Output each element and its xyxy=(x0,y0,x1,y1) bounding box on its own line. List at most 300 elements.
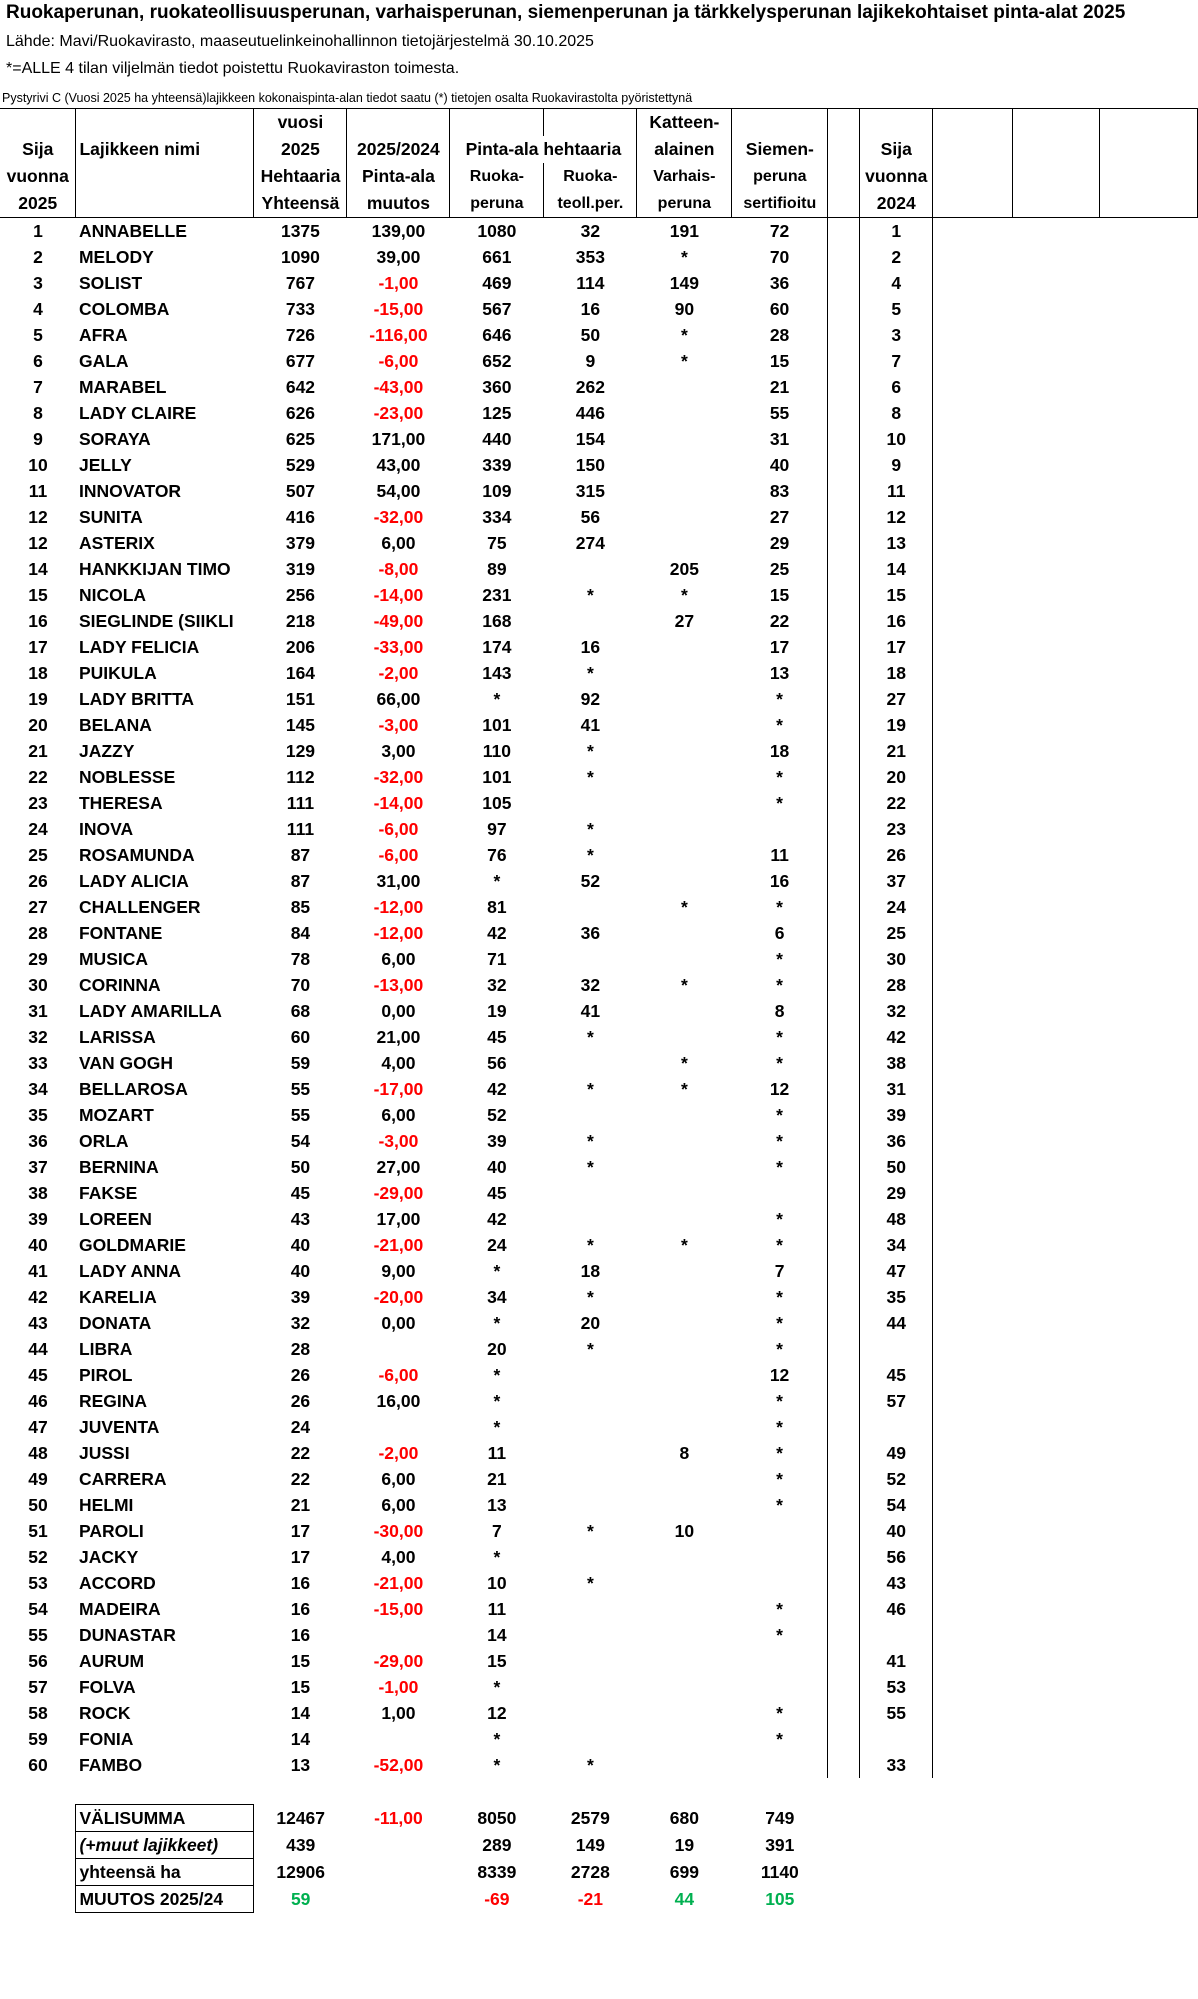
header-cell-sija: Sija xyxy=(22,139,54,159)
cell-seed: 12 xyxy=(732,1076,828,1102)
cell-extra1 xyxy=(933,1180,1013,1206)
cell-early: 191 xyxy=(669,221,699,241)
cell-early xyxy=(637,1492,732,1518)
cell-total: 256 xyxy=(285,585,316,605)
cell-total: 16 xyxy=(290,1573,311,1593)
cell-early xyxy=(637,504,732,530)
cell-extra xyxy=(1100,1258,1198,1284)
cell-extra xyxy=(1100,1284,1198,1310)
header-cell-sija2024: vuonna xyxy=(860,163,933,190)
cell-extra2 xyxy=(1013,270,1100,296)
cell-name: FOLVA xyxy=(78,1677,136,1697)
cell-extra xyxy=(1100,972,1198,998)
cell-sija2024: 56 xyxy=(860,1544,933,1570)
summary-cell-change xyxy=(347,1885,450,1912)
cell-food: 110 xyxy=(482,741,511,761)
cell-gap xyxy=(828,1388,860,1414)
cell-sija: 55 xyxy=(28,1625,48,1645)
cell-total: 26 xyxy=(290,1365,311,1385)
cell-seed: 18 xyxy=(732,738,828,764)
cell-food: 32 xyxy=(487,975,507,995)
cell-extra1 xyxy=(933,894,1013,920)
cell-food: 231 xyxy=(482,585,512,605)
cell-gap xyxy=(828,1648,860,1674)
cell-sija2024: 52 xyxy=(860,1466,933,1492)
table-row xyxy=(0,1310,1198,1336)
summary-cell-early: 19 xyxy=(674,1834,695,1855)
summary-cell-seed: 749 xyxy=(765,1807,795,1828)
cell-sija2024: 57 xyxy=(860,1388,933,1414)
cell-extra2 xyxy=(1013,218,1100,245)
cell-sija2024: 54 xyxy=(860,1492,933,1518)
cell-food: 334 xyxy=(482,507,512,527)
cell-extra2 xyxy=(1013,608,1100,634)
cell-sija: 22 xyxy=(28,767,48,787)
cell-food: * xyxy=(493,1547,501,1567)
cell-seed: 15 xyxy=(732,348,828,374)
cell-gap xyxy=(828,1492,860,1518)
cell-change: 0,00 xyxy=(381,1313,416,1333)
cell-total: 70 xyxy=(290,975,311,995)
cell-change: -6,00 xyxy=(378,1365,419,1385)
header-cell-industry: teoll.per. xyxy=(544,190,637,218)
spacer-cell xyxy=(828,1778,860,1804)
cell-gap xyxy=(828,244,860,270)
cell-extra xyxy=(1100,1232,1198,1258)
cell-sija: 5 xyxy=(33,325,43,345)
spacer-cell xyxy=(1100,1778,1198,1804)
cell-sija: 8 xyxy=(33,403,43,423)
cell-gap xyxy=(828,374,860,400)
spacer-cell xyxy=(254,1778,347,1804)
cell-extra2 xyxy=(1013,1154,1100,1180)
cell-extra xyxy=(1100,426,1198,452)
cell-food: 39 xyxy=(487,1131,507,1151)
cell-sija2024: 5 xyxy=(860,296,933,322)
summary-cell-seed: 391 xyxy=(765,1834,795,1855)
cell-total: 40 xyxy=(290,1261,311,1281)
cell-food: 10 xyxy=(487,1573,507,1593)
cell-name: ORLA xyxy=(78,1131,129,1151)
cell-industry xyxy=(544,1648,637,1674)
cell-seed xyxy=(732,1752,828,1778)
cell-extra1 xyxy=(933,1128,1013,1154)
cell-extra1 xyxy=(933,1050,1013,1076)
cell-gap xyxy=(828,842,860,868)
cell-early: 8 xyxy=(679,1443,690,1463)
cell-extra2 xyxy=(1013,1024,1100,1050)
cell-industry: * xyxy=(586,1521,594,1541)
cell-extra1 xyxy=(933,1310,1013,1336)
summary-cell-extra2 xyxy=(1013,1831,1100,1858)
table-row xyxy=(0,1258,1198,1284)
cell-name: PUIKULA xyxy=(78,663,157,683)
cell-extra xyxy=(1100,556,1198,582)
cell-sija: 54 xyxy=(28,1599,48,1619)
cell-sija2024: 24 xyxy=(860,894,933,920)
table-row xyxy=(0,1440,1198,1466)
cell-seed: 13 xyxy=(732,660,828,686)
cell-total: 14 xyxy=(290,1703,311,1723)
table-row xyxy=(0,1024,1198,1050)
cell-early xyxy=(637,1388,732,1414)
cell-gap xyxy=(828,660,860,686)
cell-extra2 xyxy=(1013,816,1100,842)
cell-extra2 xyxy=(1013,1570,1100,1596)
cell-sija: 2 xyxy=(33,247,43,267)
cell-industry: 32 xyxy=(580,221,601,241)
table-body xyxy=(0,109,1198,1913)
cell-industry: * xyxy=(586,1131,594,1151)
cell-sija2024: 55 xyxy=(860,1700,933,1726)
cell-sija: 26 xyxy=(28,871,48,891)
cell-total: 17 xyxy=(290,1547,311,1567)
summary-cell-food: 8339 xyxy=(477,1861,517,1882)
cell-food: 56 xyxy=(487,1053,507,1073)
cell-extra1 xyxy=(933,1518,1013,1544)
cell-seed xyxy=(732,1518,828,1544)
cell-extra xyxy=(1100,868,1198,894)
cell-sija: 16 xyxy=(28,611,48,631)
cell-extra2 xyxy=(1013,1622,1100,1648)
cell-gap xyxy=(828,400,860,426)
cell-total: 85 xyxy=(290,897,311,917)
cell-early xyxy=(637,1362,732,1388)
cell-total: 17 xyxy=(290,1521,311,1541)
spacer-cell xyxy=(544,1778,637,1804)
cell-name: ACCORD xyxy=(78,1573,156,1593)
cell-early xyxy=(637,1466,732,1492)
cell-food: 143 xyxy=(482,663,512,683)
cell-extra1 xyxy=(933,1726,1013,1752)
cell-extra xyxy=(1100,374,1198,400)
header-cell-food: peruna xyxy=(450,190,544,218)
cell-change: 39,00 xyxy=(376,247,421,267)
cell-early xyxy=(637,1726,732,1752)
cell-name: VAN GOGH xyxy=(78,1053,173,1073)
cell-change: 3,00 xyxy=(381,741,416,761)
cell-industry: 150 xyxy=(575,455,605,475)
cell-total: 55 xyxy=(290,1105,311,1125)
cell-name: HELMI xyxy=(78,1495,134,1515)
table-row xyxy=(0,1700,1198,1726)
cell-change: -32,00 xyxy=(373,507,424,527)
cell-name: ROCK xyxy=(78,1703,131,1723)
table-row xyxy=(0,1050,1198,1076)
cell-gap xyxy=(828,1518,860,1544)
cell-extra2 xyxy=(1013,1544,1100,1570)
spacer-cell xyxy=(732,1778,828,1804)
cell-name: JELLY xyxy=(78,455,132,475)
cell-sija: 33 xyxy=(28,1053,48,1073)
cell-name: PAROLI xyxy=(78,1521,144,1541)
cell-sija2024 xyxy=(860,1336,933,1362)
cell-sija: 25 xyxy=(28,845,48,865)
cell-extra xyxy=(1100,998,1198,1024)
cell-early xyxy=(637,1674,732,1700)
spacer-row xyxy=(0,1778,1198,1804)
cell-gap xyxy=(828,504,860,530)
cell-industry xyxy=(544,1050,637,1076)
cell-name: LADY FELICIA xyxy=(78,637,200,657)
cell-seed: * xyxy=(732,894,828,920)
summary-cell-name: MUUTOS 2025/24 xyxy=(76,1885,254,1912)
cell-industry: * xyxy=(586,1287,594,1307)
cell-seed: * xyxy=(732,1622,828,1648)
table-row xyxy=(0,218,1198,245)
cell-early: * xyxy=(680,325,688,345)
cell-early xyxy=(637,1024,732,1050)
header-cell-seed: peruna xyxy=(732,163,828,190)
cell-sija: 42 xyxy=(28,1287,48,1307)
cell-extra1 xyxy=(933,322,1013,348)
cell-sija2024: 19 xyxy=(860,712,933,738)
cell-extra2 xyxy=(1013,1128,1100,1154)
cell-gap xyxy=(828,1622,860,1648)
cell-sija: 53 xyxy=(28,1573,48,1593)
cell-sija: 43 xyxy=(28,1313,48,1333)
cell-sija2024: 53 xyxy=(860,1674,933,1700)
cell-extra2 xyxy=(1013,296,1100,322)
cell-total: 1375 xyxy=(280,221,320,241)
table-row xyxy=(0,1492,1198,1518)
cell-change xyxy=(347,1726,450,1752)
cell-extra1 xyxy=(933,374,1013,400)
summary-cell-sija2024 xyxy=(860,1831,933,1858)
table-row xyxy=(0,374,1198,400)
header-cell-change: 2025/2024 xyxy=(347,136,450,163)
header-cell-food: Pinta-ala hehtaaria xyxy=(450,136,637,163)
cell-name: LADY AMARILLA xyxy=(78,1001,222,1021)
cell-seed xyxy=(732,1570,828,1596)
table-row xyxy=(0,426,1198,452)
cell-sija: 40 xyxy=(28,1235,48,1255)
cell-extra1 xyxy=(933,634,1013,660)
cell-total: 319 xyxy=(285,559,316,579)
cell-gap xyxy=(828,1570,860,1596)
cell-gap xyxy=(828,348,860,374)
cell-sija2024: 15 xyxy=(860,582,933,608)
header-cell-extra2 xyxy=(1013,190,1100,218)
cell-change: 4,00 xyxy=(381,1053,416,1073)
cell-change: 6,00 xyxy=(381,1105,416,1125)
cell-food: 339 xyxy=(482,455,512,475)
cell-industry xyxy=(544,1388,637,1414)
cell-total: 642 xyxy=(285,377,316,397)
cell-seed: 60 xyxy=(732,296,828,322)
table-row xyxy=(0,1128,1198,1154)
cell-food: 24 xyxy=(487,1235,507,1255)
cell-industry xyxy=(544,608,637,634)
cell-sija2024: 39 xyxy=(860,1102,933,1128)
cell-food: 101 xyxy=(482,715,512,735)
cell-name: LOREEN xyxy=(78,1209,152,1229)
cell-sija2024: 2 xyxy=(860,244,933,270)
cell-sija: 10 xyxy=(28,455,48,475)
table-row xyxy=(0,1648,1198,1674)
cell-change: -8,00 xyxy=(378,559,419,579)
cell-name: MARABEL xyxy=(78,377,167,397)
cell-change: 6,00 xyxy=(381,1495,416,1515)
cell-change: 9,00 xyxy=(381,1261,416,1281)
cell-sija2024: 25 xyxy=(860,920,933,946)
cell-name: INOVA xyxy=(78,819,134,839)
potato-variety-table xyxy=(0,108,1198,1913)
summary-row xyxy=(0,1804,1198,1831)
cell-gap xyxy=(828,1284,860,1310)
cell-extra1 xyxy=(933,842,1013,868)
cell-extra2 xyxy=(1013,1752,1100,1778)
cell-total: 379 xyxy=(285,533,316,553)
cell-extra1 xyxy=(933,218,1013,245)
cell-name: GALA xyxy=(78,351,129,371)
table-row xyxy=(0,998,1198,1024)
cell-extra xyxy=(1100,1362,1198,1388)
cell-extra2 xyxy=(1013,1310,1100,1336)
cell-change: -30,00 xyxy=(373,1521,424,1541)
cell-industry xyxy=(544,1674,637,1700)
cell-food: 105 xyxy=(482,793,512,813)
cell-extra xyxy=(1100,1414,1198,1440)
cell-food: 11 xyxy=(487,1599,507,1619)
summary-cell-total: 439 xyxy=(286,1834,316,1855)
cell-extra2 xyxy=(1013,504,1100,530)
table-row xyxy=(0,1466,1198,1492)
cell-change: 6,00 xyxy=(381,533,416,553)
cell-name: DONATA xyxy=(78,1313,152,1333)
cell-name: LADY ANNA xyxy=(78,1261,182,1281)
cell-extra1 xyxy=(933,1232,1013,1258)
header-cell-extra2 xyxy=(1013,163,1100,190)
header-cell-change: Pinta-ala xyxy=(347,163,450,190)
cell-extra xyxy=(1100,946,1198,972)
cell-total: 767 xyxy=(285,273,316,293)
cell-food: 125 xyxy=(482,403,512,423)
cell-extra1 xyxy=(933,868,1013,894)
table-row xyxy=(0,1336,1198,1362)
header-cell-sija2024: Sija xyxy=(860,136,933,163)
cell-early xyxy=(637,1544,732,1570)
cell-extra2 xyxy=(1013,1388,1100,1414)
cell-change: -3,00 xyxy=(378,1131,419,1151)
cell-seed: 55 xyxy=(732,400,828,426)
cell-total: 22 xyxy=(290,1443,311,1463)
cell-extra1 xyxy=(933,270,1013,296)
cell-sija: 41 xyxy=(28,1261,48,1281)
cell-extra2 xyxy=(1013,1050,1100,1076)
cell-extra2 xyxy=(1013,660,1100,686)
summary-cell-total: 59 xyxy=(290,1888,311,1909)
cell-sija2024: 22 xyxy=(860,790,933,816)
cell-change: -13,00 xyxy=(373,975,424,995)
summary-cell-food: 289 xyxy=(482,1834,512,1855)
cell-sija: 48 xyxy=(28,1443,48,1463)
cell-sija: 28 xyxy=(28,923,48,943)
cell-extra xyxy=(1100,1128,1198,1154)
cell-sija2024: 1 xyxy=(860,218,933,245)
cell-seed: * xyxy=(732,1440,828,1466)
table-row xyxy=(0,1674,1198,1700)
table-row xyxy=(0,270,1198,296)
cell-extra xyxy=(1100,244,1198,270)
cell-seed: 15 xyxy=(732,582,828,608)
cell-food: * xyxy=(493,1365,501,1385)
cell-seed: * xyxy=(732,1700,828,1726)
header-cell-extra2 xyxy=(1013,136,1100,163)
cell-extra xyxy=(1100,1674,1198,1700)
cell-total: 87 xyxy=(290,845,311,865)
header-cell-food: Ruoka- xyxy=(450,163,544,190)
cell-early xyxy=(637,1206,732,1232)
cell-extra1 xyxy=(933,1440,1013,1466)
cell-change: 4,00 xyxy=(381,1547,416,1567)
cell-sija: 1 xyxy=(33,221,43,241)
cell-sija2024: 16 xyxy=(860,608,933,634)
table-row xyxy=(0,1596,1198,1622)
table-row xyxy=(0,1206,1198,1232)
table-row xyxy=(0,452,1198,478)
cell-extra2 xyxy=(1013,764,1100,790)
cell-industry xyxy=(544,1206,637,1232)
cell-sija2024: 32 xyxy=(860,998,933,1024)
header-cell-extra xyxy=(1100,109,1198,137)
cell-change: -32,00 xyxy=(373,767,424,787)
cell-industry: * xyxy=(586,1235,594,1255)
cell-industry xyxy=(544,1180,637,1206)
cell-food: 646 xyxy=(482,325,512,345)
cell-total: 726 xyxy=(285,325,316,345)
cell-extra xyxy=(1100,894,1198,920)
cell-seed: * xyxy=(732,1414,828,1440)
cell-extra1 xyxy=(933,1258,1013,1284)
cell-name: FONIA xyxy=(78,1729,134,1749)
cell-early xyxy=(637,738,732,764)
cell-extra2 xyxy=(1013,478,1100,504)
cell-food: * xyxy=(493,871,501,891)
cell-food: 101 xyxy=(482,767,512,787)
cell-sija: 51 xyxy=(28,1521,48,1541)
cell-early xyxy=(637,712,732,738)
cell-gap xyxy=(828,270,860,296)
header-cell-total: Hehtaaria xyxy=(254,163,347,190)
header-cell-total: vuosi xyxy=(254,109,347,137)
cell-extra xyxy=(1100,764,1198,790)
cell-extra1 xyxy=(933,816,1013,842)
cell-sija: 57 xyxy=(28,1677,48,1697)
cell-extra1 xyxy=(933,1076,1013,1102)
cell-seed: * xyxy=(732,1466,828,1492)
cell-early xyxy=(637,452,732,478)
cell-food: * xyxy=(493,1677,501,1697)
summary-cell-change: -11,00 xyxy=(374,1807,423,1828)
cell-sija: 35 xyxy=(28,1105,48,1125)
header-cell-total: Yhteensä xyxy=(254,190,347,218)
cell-sija: 49 xyxy=(28,1469,48,1489)
cell-gap xyxy=(828,1102,860,1128)
cell-extra1 xyxy=(933,348,1013,374)
table-row xyxy=(0,738,1198,764)
cell-seed: * xyxy=(732,1154,828,1180)
cell-food: 652 xyxy=(482,351,512,371)
cell-food: 1080 xyxy=(477,221,517,241)
cell-gap xyxy=(828,1440,860,1466)
cell-extra xyxy=(1100,1206,1198,1232)
cell-extra2 xyxy=(1013,426,1100,452)
cell-industry: 50 xyxy=(580,325,601,345)
cell-food: 42 xyxy=(487,1209,507,1229)
cell-sija: 31 xyxy=(28,1001,48,1021)
table-row xyxy=(0,322,1198,348)
